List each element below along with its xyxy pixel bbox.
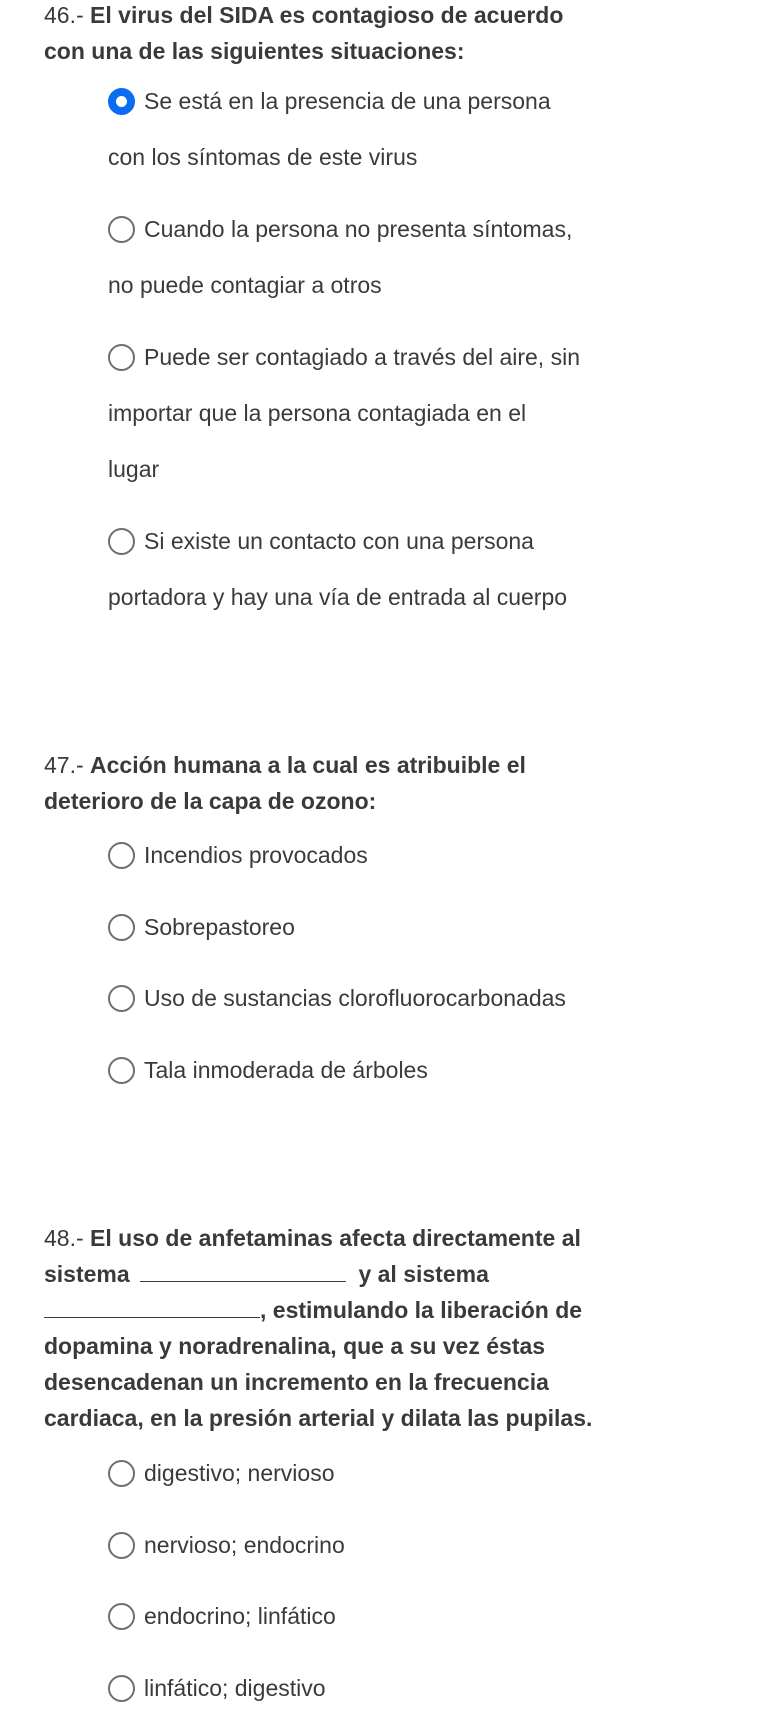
option-label: Si existe un contacto con una persona xyxy=(144,527,534,554)
option-46-b[interactable] xyxy=(108,212,748,302)
option-label-cont: no puede contagiar a otros xyxy=(108,272,382,298)
option-label-cont: portadora y hay una vía de entrada al cuerpo xyxy=(108,584,568,610)
question-47-number: 47.- xyxy=(44,752,84,778)
question-48-text-line6: cardiaca, en la presión arterial y dilata las pupilas. xyxy=(44,1405,593,1431)
option-label: Cuando la persona no presenta síntomas, xyxy=(144,215,573,242)
option-47-c[interactable] xyxy=(108,981,748,1015)
option-46-c[interactable] xyxy=(108,340,748,486)
option-label: Incendios provocados xyxy=(144,841,368,868)
option-48-b[interactable] xyxy=(108,1528,748,1562)
question-48-text-line2 xyxy=(44,1256,744,1292)
radio-icon[interactable] xyxy=(108,842,135,869)
option-48-c[interactable] xyxy=(108,1599,748,1633)
question-47 xyxy=(44,747,744,819)
question-46-line1 xyxy=(44,0,744,33)
option-label: Se está en la presencia de una persona xyxy=(144,87,551,114)
question-48-line1 xyxy=(44,1220,744,1256)
option-47-b[interactable] xyxy=(108,910,748,944)
option-label: digestivo; nervioso xyxy=(144,1459,335,1486)
question-48-text-line5: desencadenan un incremento en la frecuencia xyxy=(44,1369,549,1395)
question-48-text-line3 xyxy=(44,1292,744,1328)
question-48-text: El uso de anfetaminas afecta directamente al xyxy=(90,1225,581,1251)
question-48-sistema-2: y al sistema xyxy=(358,1261,489,1287)
question-46-text: El virus del SIDA es contagioso de acuerdo xyxy=(90,2,564,28)
option-label-cont: importar que la persona contagiada en el xyxy=(108,400,527,426)
fill-blank-1 xyxy=(140,1259,346,1282)
option-46-a[interactable] xyxy=(108,84,748,174)
option-47-a[interactable] xyxy=(108,838,748,872)
radio-icon[interactable] xyxy=(108,1532,135,1559)
question-46-number: 46.- xyxy=(44,2,84,28)
question-48-number: 48.- xyxy=(44,1225,84,1251)
question-48-text-line4: dopamina y noradrenalina, que a su vez éstas xyxy=(44,1333,546,1359)
option-label-cont: con los síntomas de este virus xyxy=(108,144,418,170)
fill-blank-2 xyxy=(44,1295,260,1318)
option-48-d[interactable] xyxy=(108,1671,748,1705)
option-47-d[interactable] xyxy=(108,1053,748,1087)
radio-icon[interactable] xyxy=(108,985,135,1012)
option-48-a[interactable] xyxy=(108,1456,748,1490)
question-47-text-line2: deterioro de la capa de ozono: xyxy=(44,788,377,814)
option-label: Tala inmoderada de árboles xyxy=(144,1056,428,1083)
option-label: Puede ser contagiado a través del aire, sin xyxy=(144,343,580,370)
option-46-d[interactable] xyxy=(108,524,748,614)
radio-icon[interactable] xyxy=(108,528,135,555)
question-46 xyxy=(44,0,744,69)
radio-icon[interactable] xyxy=(108,1057,135,1084)
option-label: nervioso; endocrino xyxy=(144,1531,345,1558)
question-47-text: Acción humana a la cual es atribuible el xyxy=(90,752,526,778)
radio-icon[interactable] xyxy=(108,216,135,243)
option-label-cont: lugar xyxy=(108,456,160,482)
radio-selected-icon[interactable] xyxy=(108,88,135,115)
radio-icon[interactable] xyxy=(108,1675,135,1702)
radio-icon[interactable] xyxy=(108,1460,135,1487)
question-46-text-line2: con una de las siguientes situaciones: xyxy=(44,38,465,64)
question-47-line1 xyxy=(44,747,744,783)
radio-icon[interactable] xyxy=(108,1603,135,1630)
option-label: Uso de sustancias clorofluorocarbonadas xyxy=(144,984,566,1011)
question-48-text-after-blank: , estimulando la liberación de xyxy=(260,1297,583,1323)
question-48 xyxy=(44,1220,744,1436)
option-label: Sobrepastoreo xyxy=(144,913,295,940)
option-label: endocrino; linfático xyxy=(144,1602,336,1629)
radio-icon[interactable] xyxy=(108,914,135,941)
radio-icon[interactable] xyxy=(108,344,135,371)
question-48-sistema-1: sistema xyxy=(44,1261,130,1287)
option-label: linfático; digestivo xyxy=(144,1674,326,1701)
